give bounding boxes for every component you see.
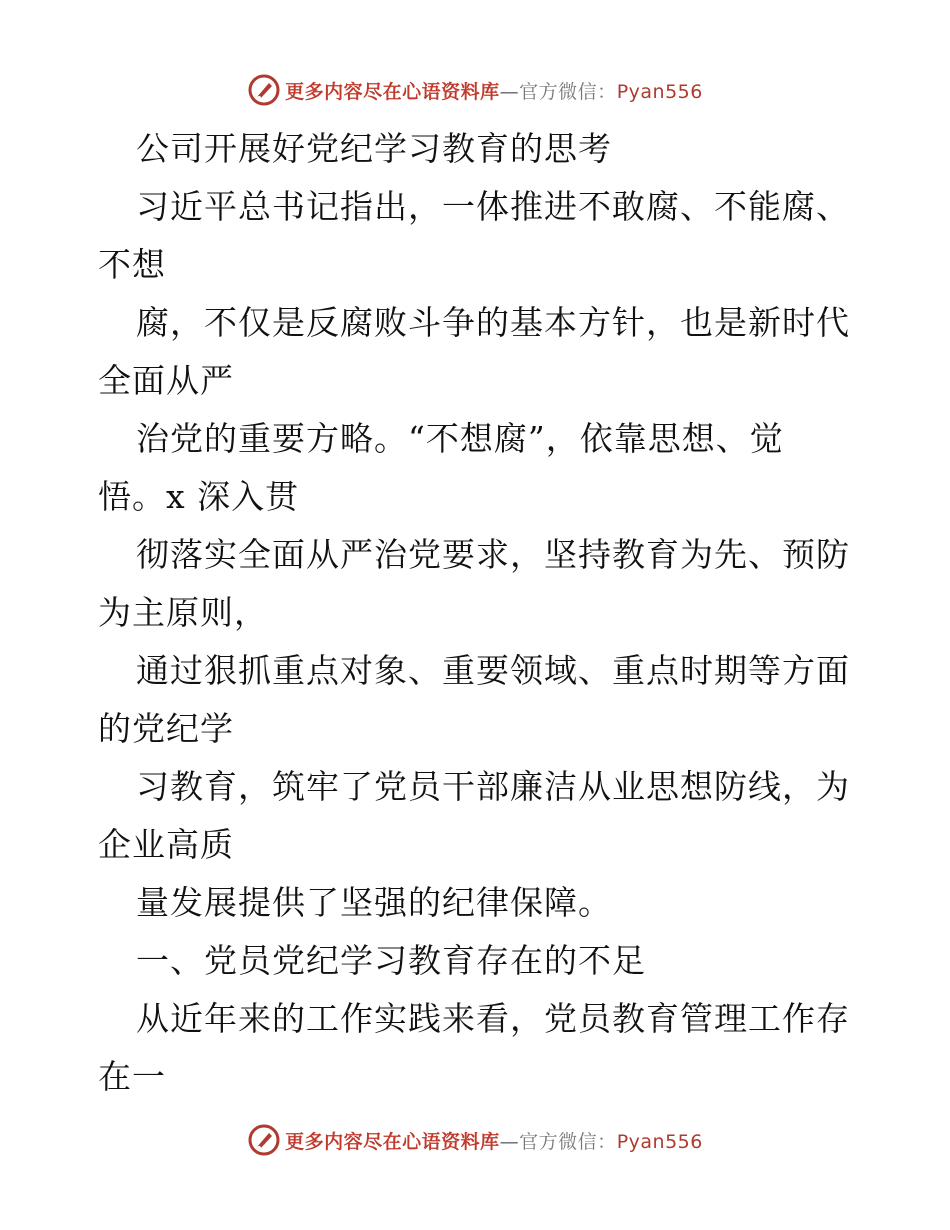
document-line: 全面从严 [98,361,234,400]
pen-seal-icon [247,1123,281,1157]
document-line: 习教育，筑牢了党员干部廉洁从业思想防线，为 [136,767,850,806]
banner-dash: — [499,1130,520,1153]
document-line: 通过狠抓重点对象、重要领域、重点时期等方面 [136,651,850,690]
document-line: 从近年来的工作实践来看，党员教育管理工作存 [136,999,850,1038]
document-line: 腐，不仅是反腐败斗争的基本方针，也是新时代 [136,303,850,342]
document-line: 的党纪学 [98,709,234,748]
banner-text [285,1127,703,1154]
banner-wechat-label: 官方微信： [519,80,617,103]
banner-site-text: 更多内容尽在心语资料库 [285,1130,500,1153]
document-line: 企业高质 [98,825,234,864]
footer-banner [0,1120,950,1160]
banner-wechat-id: Pyan556 [616,1130,703,1153]
document-line: 治党的重要方略。“不想腐”，依靠思想、觉 [136,419,784,458]
document-line: 在一 [98,1057,166,1096]
banner-site-text: 更多内容尽在心语资料库 [285,80,500,103]
document-line: 不想 [98,245,166,284]
document-line: 量发展提供了坚强的纪律保障。 [136,883,612,922]
banner-wechat-label: 官方微信： [519,1130,617,1153]
document-line: 公司开展好党纪学习教育的思考 [136,129,612,168]
document-line: 悟。x 深入贯 [98,477,300,516]
document-line: 彻落实全面从严治党要求，坚持教育为先、预防 [136,535,850,574]
document-body [98,120,858,1106]
document-line: 习近平总书记指出，一体推进不敢腐、不能腐、 [136,187,850,226]
header-banner [0,70,950,110]
document-line: 一、党员党纪学习教育存在的不足 [136,941,646,980]
pen-seal-icon [247,73,281,107]
banner-text [285,77,703,104]
banner-wechat-id: Pyan556 [616,80,703,103]
document-line: 为主原则， [98,593,268,632]
banner-dash: — [499,80,520,103]
